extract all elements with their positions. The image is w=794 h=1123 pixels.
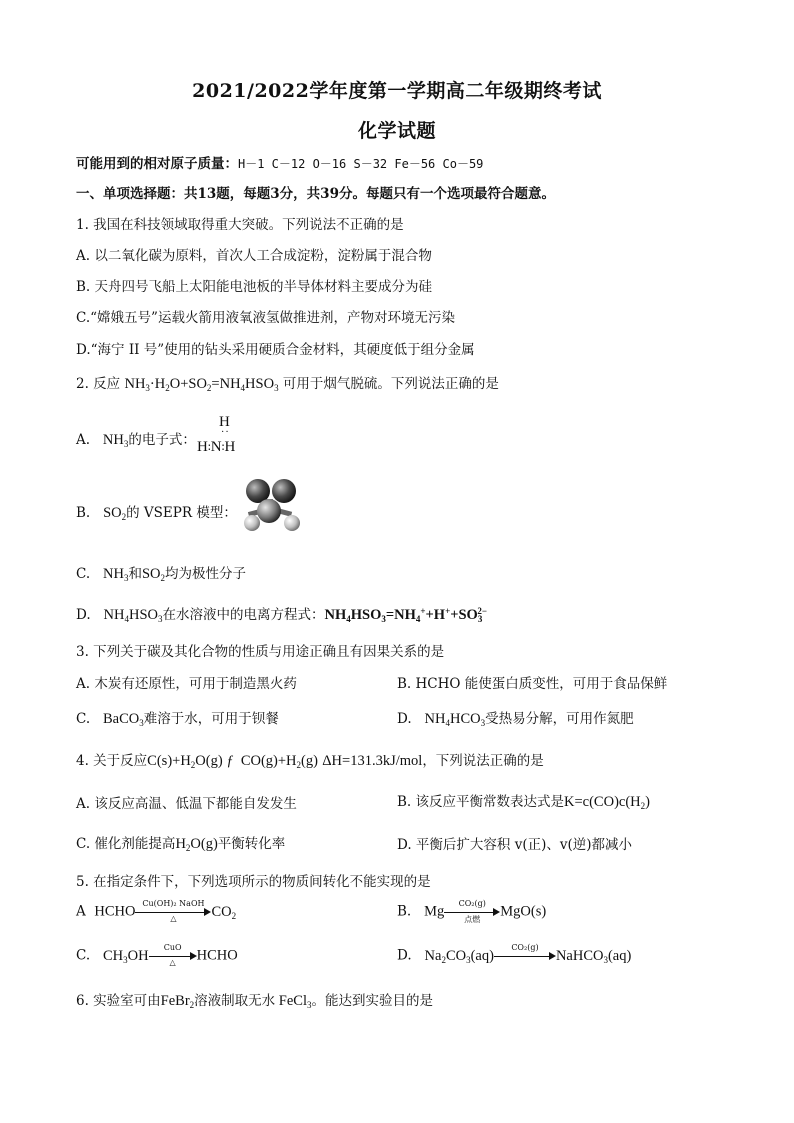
- exam-subtitle: 化学试题: [357, 120, 436, 142]
- q3-d-text: 受热易分解，可用作氮肥: [485, 711, 634, 727]
- q2-d-formula: $NH_4HSO_3$: [103, 607, 163, 624]
- q2-c-text1: 和: [128, 566, 142, 582]
- q2-stem: [76, 372, 499, 393]
- q5-a-cond-bottom: △: [170, 914, 177, 923]
- q4-option-d: D. 平衡后扩大容积 v(正)、v(逆)都减小: [397, 837, 633, 853]
- q5-b-reactant: Mg: [424, 903, 445, 920]
- section-heading: 一、单项选择题：共13题，每题3分，共39分。每题只有一个选项最符合题意。: [76, 186, 555, 202]
- q1-option-b: B. 天舟四号飞船上太阳能电池板的半导体材料主要成分为硅: [76, 279, 433, 295]
- q5-d-reaction-arrow: [494, 943, 556, 965]
- q4-stem: [76, 749, 544, 770]
- q5-c-cond-top: CuO: [163, 943, 182, 952]
- q2-equation: $NH_3\cdot H_2O+SO_2=NH_4HSO_3$: [124, 376, 279, 393]
- q5-d-reactant: $Na_2CO_3(aq)$: [424, 947, 494, 965]
- atomic-mass-values: H－1 C－12 O－16 S－32 Fe－56 Co－59: [238, 157, 484, 171]
- q5-c-label: C.: [76, 947, 91, 964]
- q4-c-formula: $H_2O(g)$: [175, 836, 218, 853]
- q1-option-d: D.“海宁 II 号”使用的钻头采用硬质合金材料，其硬度低于组分金属: [76, 342, 475, 358]
- q4-c-post: 平衡转化率: [217, 836, 286, 852]
- q2-b-text: 的 VSEPR 模型：: [126, 505, 237, 521]
- q5-b-reaction-arrow: [444, 899, 500, 924]
- q4-b-formula: $K=c(CO)c(H_2)$: [564, 794, 650, 811]
- q2-c-text2: 均为极性分子: [165, 566, 247, 582]
- q5-c-cond-bottom: △: [169, 958, 176, 967]
- q2-c-label: C.: [76, 566, 91, 582]
- q3-stem: 3. 下列关于碳及其化合物的性质与用途正确且有因果关系的是: [76, 644, 445, 660]
- so2-vsepr-model-image: [238, 477, 304, 539]
- q4-equation: $C(s)+H_2O(g)$ ƒ $CO(g)+H_2(g)$: [147, 753, 318, 770]
- q2-tail: 可用于烟气脱硫。下列说法正确的是: [282, 376, 499, 392]
- q2-d-text: 在水溶液中的电离方程式：: [162, 607, 325, 623]
- q3-option-c: [76, 707, 279, 728]
- q5-c-reactant: $CH_3OH$: [103, 947, 149, 965]
- q2-option-b: [76, 501, 237, 522]
- q3-c-formula: BaCO$_3$: [103, 711, 144, 728]
- q2-b-formula: $SO_2$: [103, 505, 127, 522]
- q2-option-c: [76, 562, 246, 583]
- q4-enthalpy: ΔH=131.3kJ/mol: [322, 753, 423, 769]
- q3-option-a: A. 木炭有还原性，可用于制造黑火药: [76, 676, 297, 692]
- q5-b-cond-top: CO₂(g): [458, 899, 486, 908]
- q2-c-formula1: $NH_3$: [103, 566, 129, 583]
- q5-a-label: A: [76, 903, 86, 920]
- q5-option-c: [76, 943, 238, 967]
- q5-c-reaction-arrow: [149, 943, 197, 967]
- q5-option-b: [397, 899, 547, 924]
- q3-option-d: [397, 707, 634, 728]
- q2-a-label: A.: [76, 432, 91, 448]
- q2-option-a: [76, 428, 196, 449]
- q6-formula2: FeCl$_3$: [275, 993, 312, 1010]
- q6-stem: [76, 989, 433, 1010]
- q1-option-a: A. 以二氧化碳为原料，首次人工合成淀粉，淀粉属于混合物: [76, 248, 432, 264]
- q6-mid: 溶液制取无水: [194, 993, 276, 1009]
- q5-stem: 5. 在指定条件下，下列选项所示的物质间转化不能实现的是: [76, 874, 431, 890]
- q1-stem: 1. 我国在科技领域取得重大突破。下列说法不正确的是: [76, 217, 404, 233]
- q4-c-pre: C. 催化剂能提高: [76, 836, 176, 852]
- q2-c-formula2: $SO_2$: [141, 566, 166, 583]
- q5-b-product: MgO(s): [500, 903, 547, 920]
- q4-option-a: A. 该反应高温、低温下都能自发发生: [76, 796, 297, 812]
- q3-d-formula: $NH_4HCO_3$: [424, 711, 486, 728]
- q3-d-label: D.: [397, 711, 412, 727]
- q5-d-label: D.: [397, 947, 412, 964]
- q5-d-cond-top: CO₂(g): [511, 943, 539, 952]
- atomic-mass-label: 可能用到的相对原子质量：: [76, 156, 238, 172]
- q2-d-ionization-equation: $NH_4HSO_3=NH_4^++H^++SO_3^{2-}$: [324, 606, 487, 624]
- q6-formula1: FeBr$_2$: [160, 993, 195, 1010]
- q4-stem-pre: 4. 关于反应: [76, 753, 148, 769]
- q5-a-reaction-arrow: [135, 899, 211, 923]
- q6-post: 。能达到实验目的是: [311, 993, 433, 1009]
- q2-num: 2. 反应: [76, 376, 121, 392]
- q5-a-product: $CO_2$: [211, 903, 237, 921]
- q5-b-label: B.: [397, 903, 412, 920]
- q2-d-label: D.: [76, 607, 91, 623]
- q3-option-b: B. HCHO 能使蛋白质变性，可用于食品保鲜: [397, 676, 668, 692]
- q5-option-d: [397, 943, 632, 965]
- q5-b-cond-bottom: 点燃: [464, 915, 481, 924]
- q4-b-text: B. 该反应平衡常数表达式是: [397, 794, 565, 810]
- q3-c-label: C.: [76, 711, 91, 727]
- exam-title: 2021/2022学年度第一学期高二年级期终考试: [192, 80, 602, 102]
- q2-option-d: [76, 603, 487, 624]
- q2-b-label: B.: [76, 505, 91, 521]
- q5-c-product: HCHO: [196, 947, 238, 964]
- q3-c-text: 难溶于水，可用于钡餐: [143, 711, 279, 727]
- q1-option-c: C.“嫦娥五号”运载火箭用液氧液氢做推进剂，产物对环境无污染: [76, 310, 455, 326]
- atomic-mass-line: [76, 152, 483, 172]
- q6-pre: 6. 实验室可由: [76, 993, 161, 1009]
- q4-option-c: [76, 832, 285, 853]
- q2-a-text: 的电子式：: [128, 432, 196, 448]
- q5-option-a: [76, 899, 237, 923]
- q5-d-product: NaHCO$_3$(aq): [555, 947, 632, 965]
- q5-a-reactant: HCHO: [94, 903, 136, 920]
- q4-stem-post: ，下列说法正确的是: [422, 753, 544, 769]
- q5-a-cond-top: Cu(OH)₂ NaOH: [142, 899, 205, 908]
- q4-option-b: [397, 790, 650, 811]
- q2-a-formula: $NH_3$: [102, 432, 129, 449]
